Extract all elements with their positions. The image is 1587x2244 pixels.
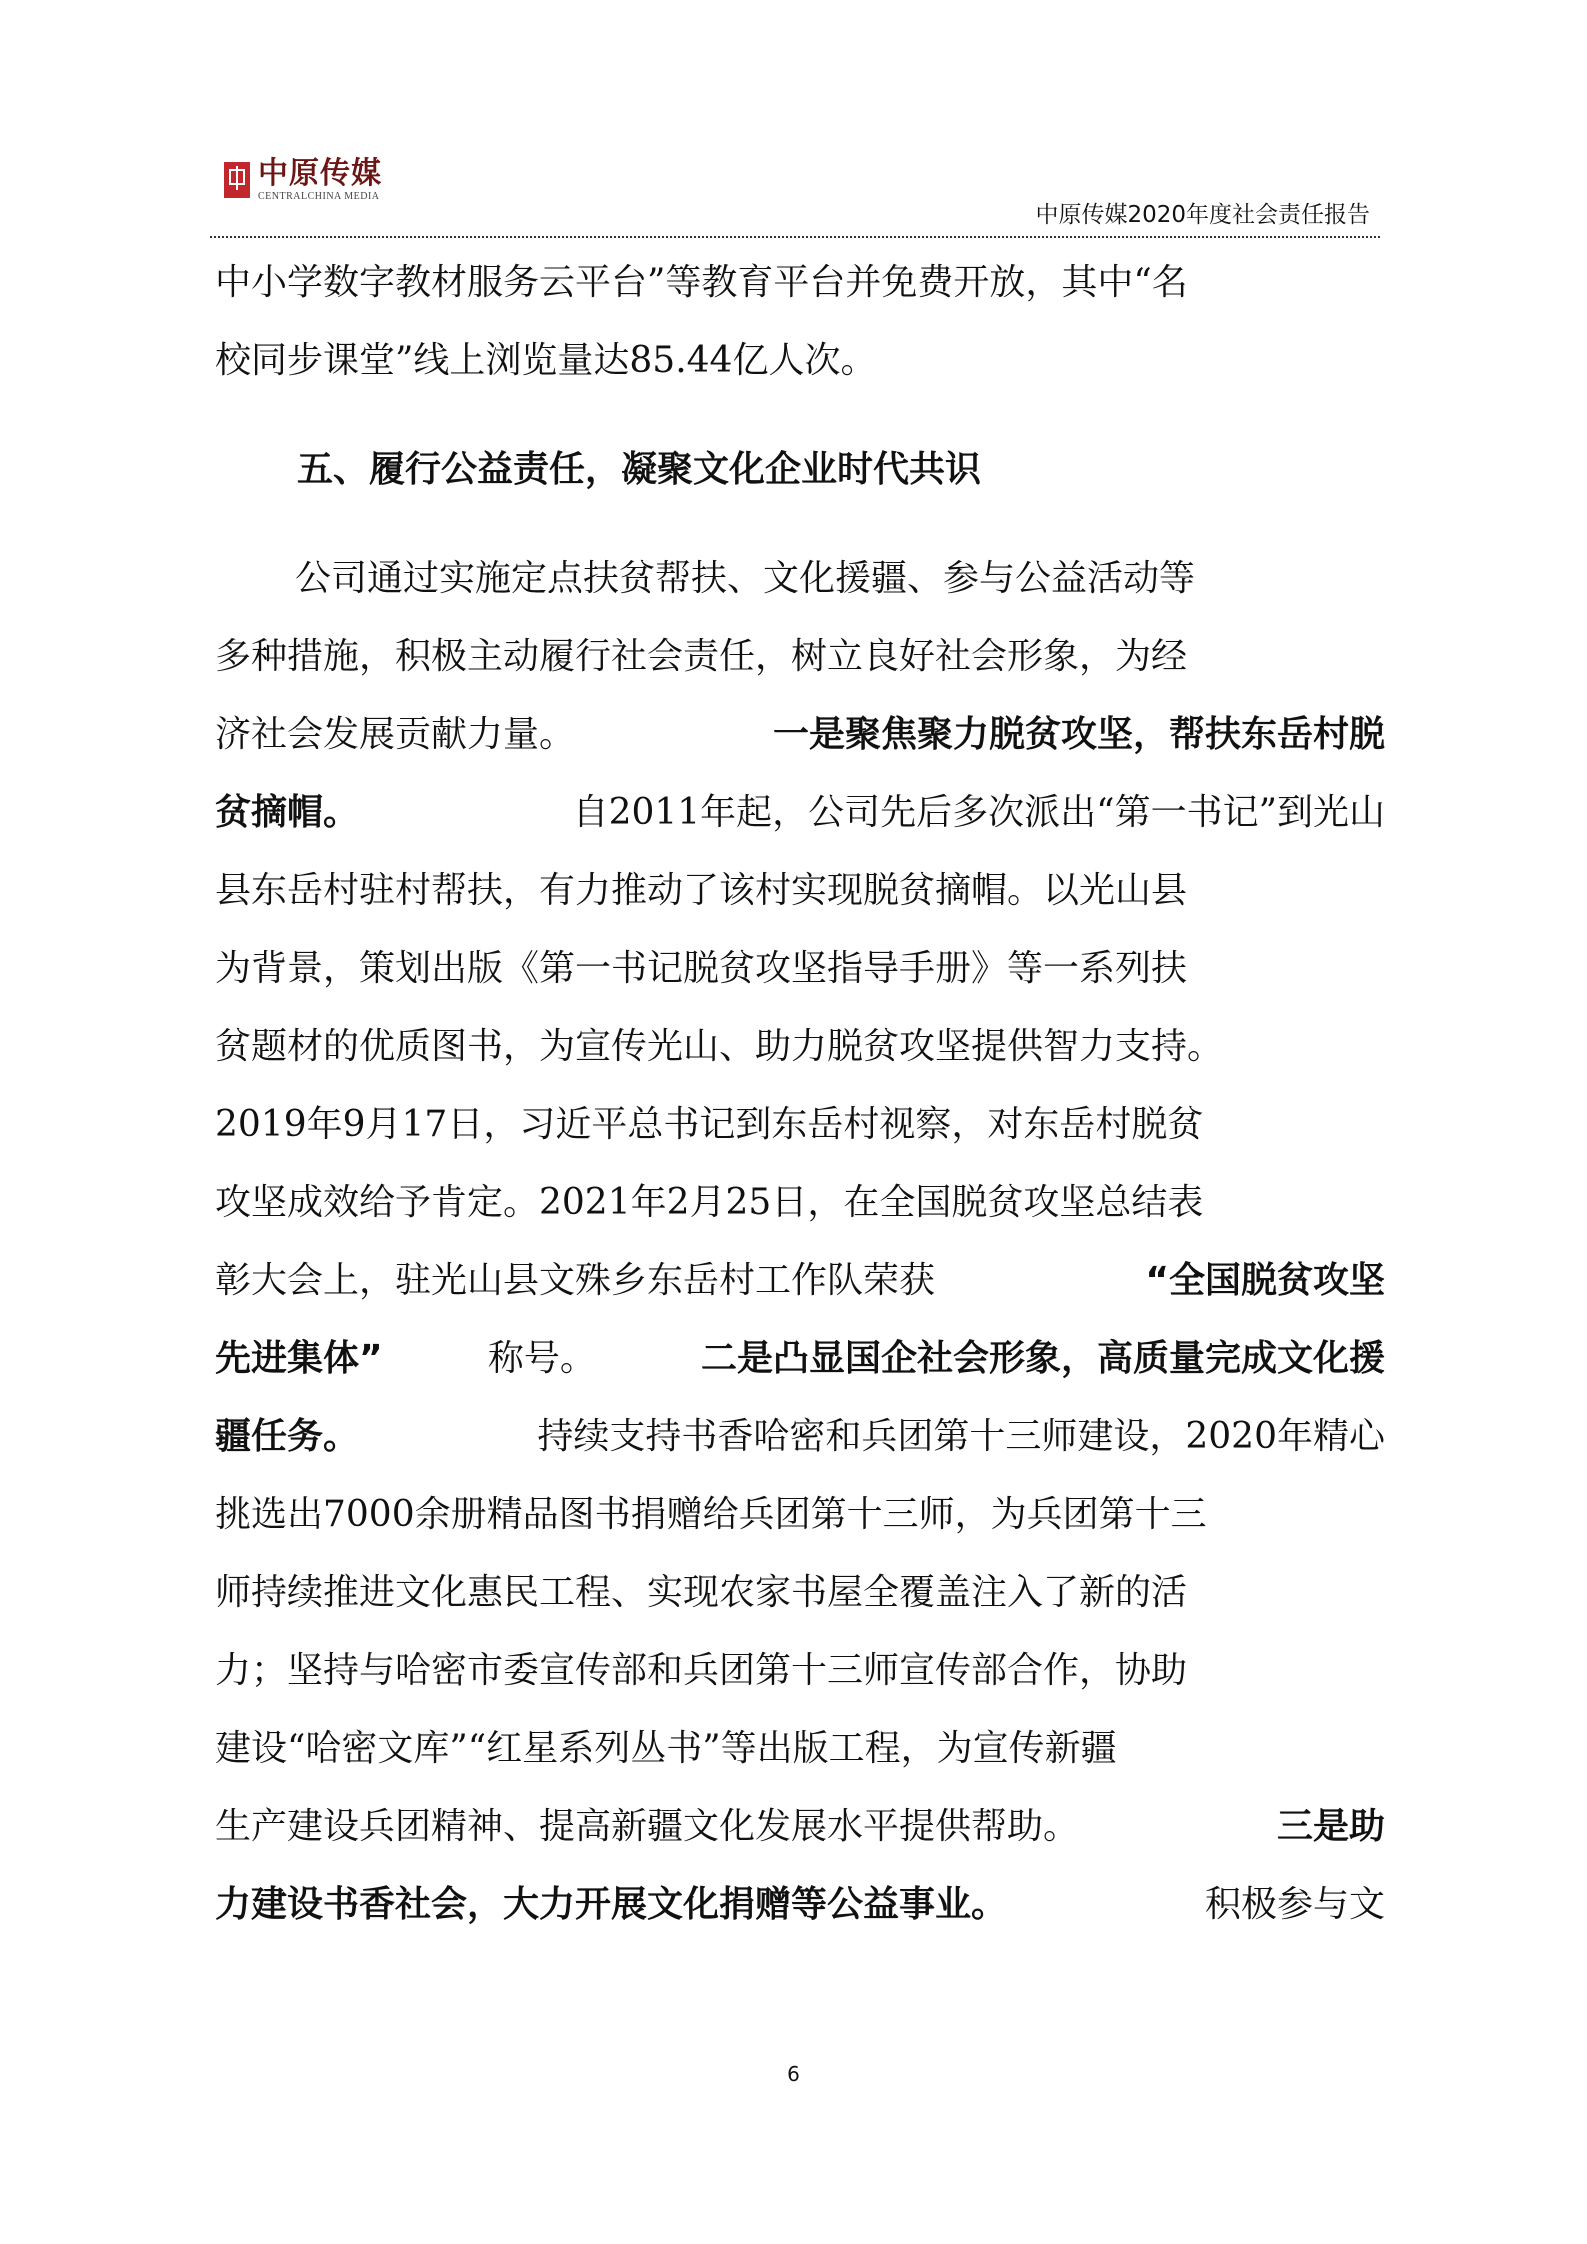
bold-run: 疆任务。: [215, 1416, 360, 1457]
text-line: [215, 1788, 1385, 1866]
text-run: 多种措施，积极主动履行社会责任，树立良好社会形象，为经: [215, 636, 1188, 677]
bold-run: 贫摘帽。: [215, 792, 360, 833]
text-run: 持续支持书香哈密和兵团第十三师建设，2020年精心: [537, 1416, 1385, 1457]
logo-mark-icon: [224, 162, 250, 198]
bold-run: 力建设书香社会，大力开展文化捐赠等公益事业。: [215, 1884, 1008, 1925]
text-run: 攻坚成效给予肯定。2021年2月25日，在全国脱贫攻坚总结表: [215, 1182, 1204, 1223]
text-line: [215, 1476, 1385, 1554]
text-line: [215, 1086, 1385, 1164]
report-title: 中原传媒2020年度社会责任报告: [1035, 202, 1370, 228]
header-divider: [210, 236, 1380, 238]
text-line: [215, 852, 1385, 930]
page-header: [210, 140, 1380, 240]
text-run: 2019年9月17日，习近平总书记到东岳村视察，对东岳村脱贫: [215, 1104, 1204, 1145]
text-line: [215, 774, 1385, 852]
text-line: [215, 930, 1385, 1008]
text-line: [215, 1554, 1385, 1632]
page-body: [215, 244, 1385, 1944]
text-run: 为背景，策划出版《第一书记脱贫攻坚指导手册》等一系列扶: [215, 948, 1188, 989]
text-line: [215, 1398, 1385, 1476]
text-line: [215, 696, 1385, 774]
text-run: 建设“哈密文库”“红星系列丛书”等出版工程，为宣传新疆: [215, 1728, 1117, 1769]
logo-chinese-name: 中原传媒: [258, 155, 382, 191]
page-number: 6: [787, 2062, 800, 2086]
text-line: [215, 1242, 1385, 1320]
text-line: [215, 322, 1385, 400]
text-run: 力；坚持与哈密市委宣传部和兵团第十三师宣传部合作，协助: [215, 1650, 1188, 1691]
bold-run: “全国脱贫攻坚: [1145, 1260, 1385, 1301]
text-line: [215, 244, 1385, 322]
text-run: 校同步课堂”线上浏览量达85.44亿人次。: [215, 340, 877, 381]
bold-run: 先进集体”: [215, 1338, 383, 1379]
text-line: [215, 1710, 1385, 1788]
text-line: [215, 540, 1385, 618]
text-run: 生产建设兵团精神、提高新疆文化发展水平提供帮助。: [215, 1806, 1080, 1847]
text-run: 自2011年起，公司先后多次派出“第一书记”到光山: [572, 792, 1385, 833]
text-line: [215, 1632, 1385, 1710]
section-heading: 五、履行公益责任，凝聚文化企业时代共识: [297, 449, 982, 490]
bold-run: 一是聚焦聚力脱贫攻坚，帮扶东岳村脱: [772, 714, 1385, 755]
text-run: 积极参与文: [1204, 1884, 1385, 1925]
text-run: 济社会发展贡献力量。: [215, 714, 576, 755]
text-run: 称号。: [487, 1338, 596, 1379]
text-run: 中小学数字教材服务云平台”等教育平台并免费开放，其中“名: [215, 262, 1188, 303]
text-run: 贫题材的优质图书，为宣传光山、助力脱贫攻坚提供智力支持。: [215, 1026, 1224, 1067]
text-run: 挑选出7000余册精品图书捐赠给兵团第十三师，为兵团第十三: [215, 1494, 1207, 1535]
bold-run: 三是助: [1276, 1806, 1385, 1847]
text-line: [215, 618, 1385, 696]
text-line: [215, 1866, 1385, 1944]
text-run: 师持续推进文化惠民工程、实现农家书屋全覆盖注入了新的活: [215, 1572, 1188, 1613]
text-line: [215, 1320, 1385, 1398]
text-run: 公司通过实施定点扶贫帮扶、文化援疆、参与公益活动等: [295, 558, 1196, 599]
logo-english-name: CENTRALCHINA MEDIA: [258, 190, 380, 202]
company-logo: [224, 150, 382, 210]
bold-run: 二是凸显国企社会形象，高质量完成文化援: [700, 1338, 1385, 1379]
text-line: [215, 1008, 1385, 1086]
text-run: 县东岳村驻村帮扶，有力推动了该村实现脱贫摘帽。以光山县: [215, 870, 1188, 911]
text-run: 彰大会上，驻光山县文殊乡东岳村工作队荣获: [215, 1260, 936, 1301]
text-line: [215, 1164, 1385, 1242]
